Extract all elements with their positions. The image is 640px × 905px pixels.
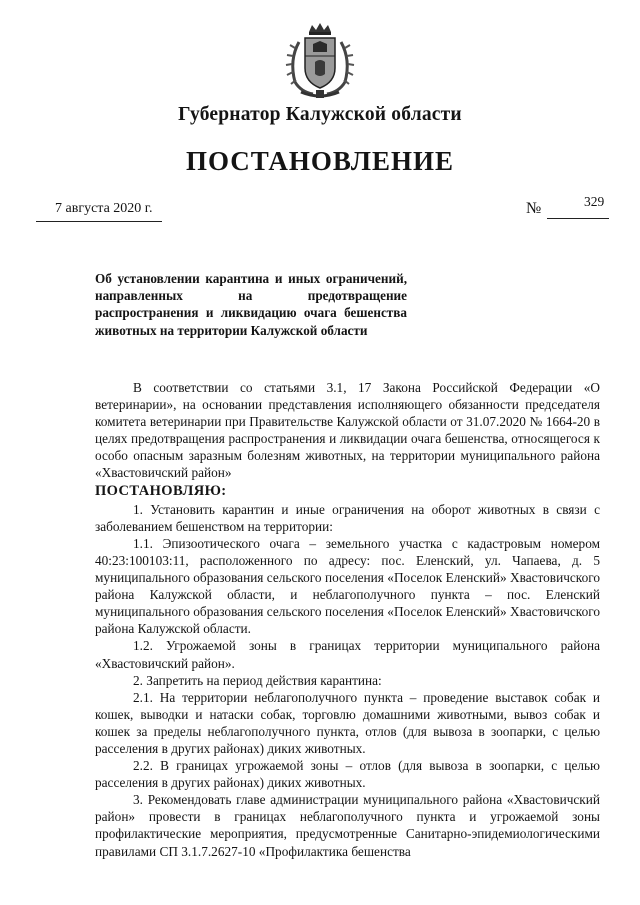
number-underline: [547, 218, 609, 219]
clause-paragraph: 2.2. В границах угрожаемой зоны – отлов (для вывоза в зоопарки, с целью расселения в других районах) диких животных.: [95, 758, 600, 791]
number-label: №: [526, 200, 542, 217]
clause-paragraph: 2.1. На территории неблагополучного пункта – проведение выставок собак и кошек, выводки и натаски собак, торговлю домашними животными, вывоз собак и кошек за пределы неблагополучного пункта, отлов (для вывоза в зоопарки, с целью расселения в других районах) диких животных.: [95, 689, 600, 756]
clause-paragraph: 3. Рекомендовать главе администрации муниципального района «Хвастовичский район» провести в границах неблагополучного пункта и угрожаемой зоны профилактические мероприятия, предусмотренные Санитарно-эпидемиологическими правилами СП 3.1.7.2627-10 «Профилактика бешенства: [95, 792, 600, 859]
document-number: 329: [584, 194, 605, 209]
clause-paragraph: 1.1. Эпизоотического очага – земельного участка с кадастровым номером 40:23:100103:11, расположенного по адресу: пос. Еленский, ул. Чапаева, д. 5 муниципального образования сельского поселения «Поселок Еленский» Хвастовичского района Калужской области, и неблагополучного пункта – пос. Еленский муниципального образования сельского поселения «Поселок Еленский» Хвастовичского района Калужской области.: [95, 535, 600, 637]
date-underline: [36, 221, 162, 222]
clause-paragraph: 1.2. Угрожаемой зоны в границах территории муниципального района «Хвастовичский район».: [95, 638, 600, 671]
document-body: [95, 379, 600, 860]
issuer-title: Губернатор Калужской области: [178, 104, 462, 125]
document-type-title: ПОСТАНОВЛЕНИЕ: [185, 146, 455, 176]
clause-paragraph: 2. Запретить на период действия карантина:: [133, 672, 382, 688]
document-subject: Об установлении карантина и иных ограничений, направленных на предотвращение распространения и ликвидацию очага бешенства животных на территории Калужской области: [95, 271, 407, 338]
preamble-paragraph: В соответствии со статьями 3.1, 17 Закона Российской Федерации «О ветеринарии», на основании представления исполняющего обязанности председателя комитета ветеринарии при Правительстве Калужской области от 31.07.2020 № 1664-20 в целях предотвращения распространения и ликвидации очага бешенства, относящегося к особо опасным заразным болезням животных, на территории муниципального района «Хвастовичский район»: [95, 380, 600, 481]
clause-paragraph: 1. Установить карантин и иные ограничения на оборот животных в связи с заболеванием бешенством на территории:: [95, 501, 600, 534]
document-date: 7 августа 2020 г.: [55, 201, 153, 216]
decree-word: ПОСТАНОВЛЯЮ:: [95, 482, 227, 499]
coat-of-arms-emblem: [285, 22, 355, 100]
